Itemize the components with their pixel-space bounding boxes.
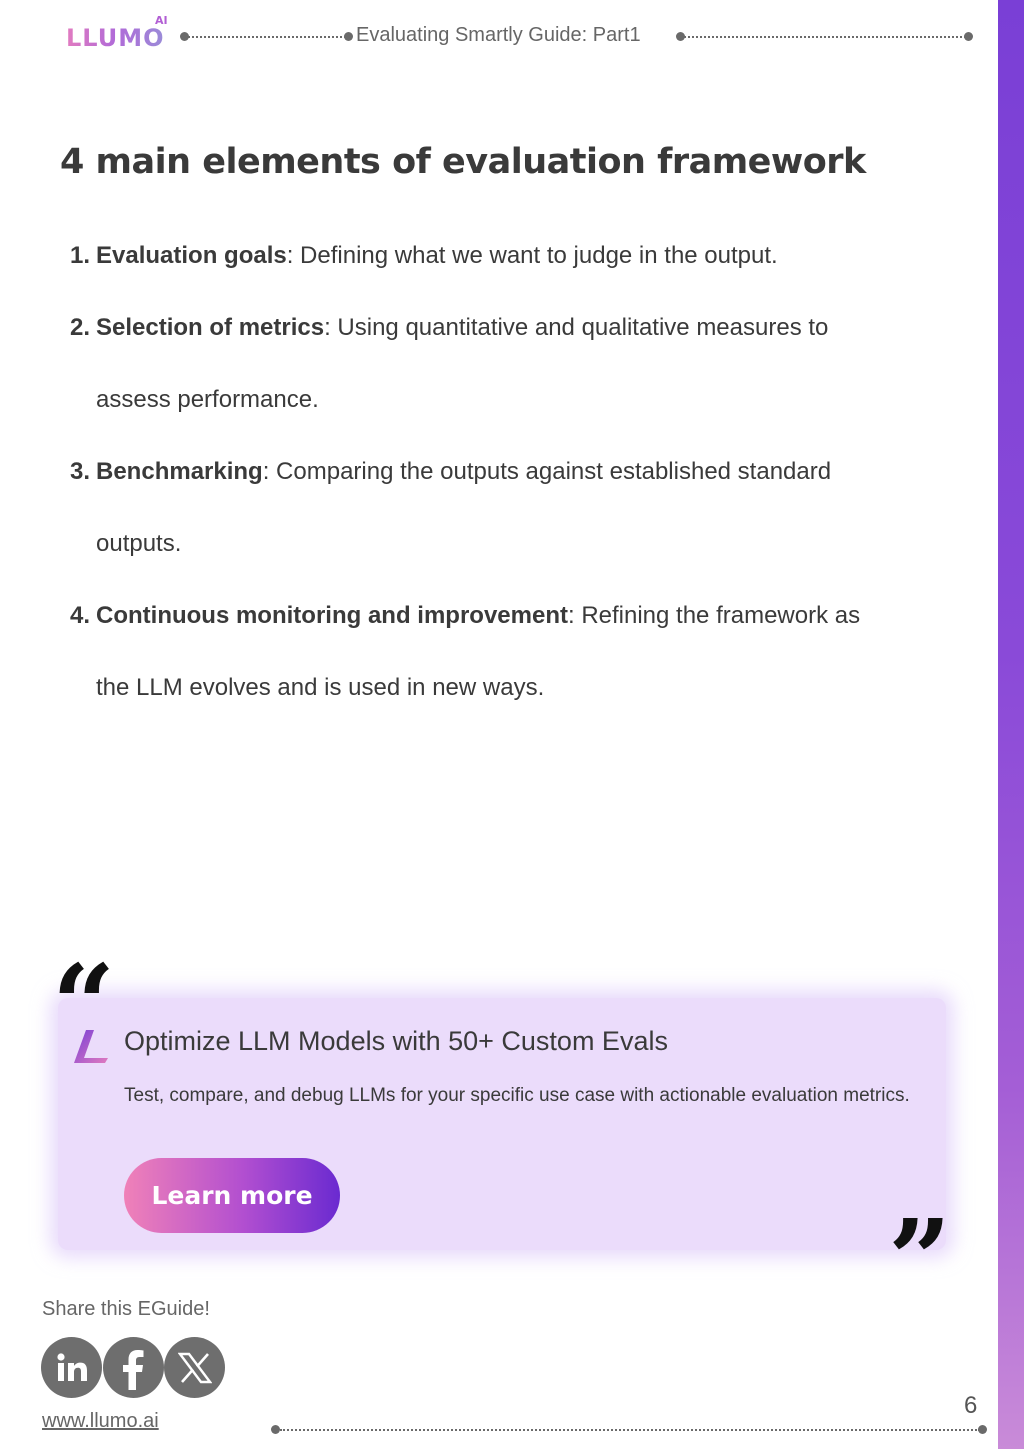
learn-more-button[interactable]: Learn more xyxy=(124,1158,340,1233)
facebook-icon[interactable] xyxy=(103,1337,164,1398)
page-number: 6 xyxy=(964,1392,978,1419)
x-icon[interactable] xyxy=(164,1337,225,1398)
share-label: Share this EGuide! xyxy=(42,1298,210,1320)
promo-description: Test, compare, and debug LLMs for your specific use case with actionable evaluation metrics. xyxy=(124,1085,910,1106)
footer-dot-right xyxy=(978,1425,987,1434)
footer-dot-left xyxy=(271,1425,280,1434)
header-dot xyxy=(344,32,353,41)
item-text: : Defining what we want to judge in the output. xyxy=(286,242,778,269)
website-link[interactable]: www.llumo.ai xyxy=(42,1410,159,1432)
list-item xyxy=(60,292,960,436)
item-term: Benchmarking xyxy=(96,458,263,485)
header-dot-right xyxy=(964,32,973,41)
item-term: Evaluation goals xyxy=(96,242,287,269)
logo-ai-superscript: AI xyxy=(155,14,168,27)
footer-dotted-line xyxy=(280,1429,980,1431)
page-heading: 4 main elements of evaluation framework xyxy=(60,142,866,182)
item-number: 2. xyxy=(69,314,90,341)
item-number: 3. xyxy=(69,458,90,485)
list-item xyxy=(60,580,960,724)
framework-elements-list xyxy=(60,220,960,724)
promo-title: Optimize LLM Models with 50+ Custom Evals xyxy=(124,1026,668,1056)
side-accent-bar xyxy=(998,0,1024,1449)
llumo-logo[interactable]: LLUMO xyxy=(66,24,165,52)
page-header xyxy=(0,14,998,58)
header-dotted-line-left xyxy=(188,36,346,38)
item-text: : Refining the framework as xyxy=(567,602,861,629)
guide-title: Evaluating Smartly Guide: Part1 xyxy=(356,24,641,46)
item-term: Selection of metrics xyxy=(96,314,325,341)
open-quote-icon: “ xyxy=(52,940,116,1069)
list-item xyxy=(60,220,960,292)
promo-card xyxy=(58,998,946,1250)
item-text: : Comparing the outputs against established standard xyxy=(262,458,832,485)
header-dotted-line-right xyxy=(684,36,966,38)
item-text: : Using quantitative and qualitative measures to xyxy=(324,314,829,341)
item-text-continued: outputs. xyxy=(96,530,182,557)
list-item xyxy=(60,436,960,580)
item-text-continued: the LLM evolves and is used in new ways. xyxy=(96,674,545,701)
item-text-continued: assess performance. xyxy=(96,386,319,413)
item-number: 1. xyxy=(69,242,90,269)
item-number: 4. xyxy=(69,602,90,629)
linkedin-icon[interactable] xyxy=(41,1337,102,1398)
item-term: Continuous monitoring and improvement xyxy=(96,602,568,629)
close-quote-icon: ” xyxy=(888,1195,952,1324)
